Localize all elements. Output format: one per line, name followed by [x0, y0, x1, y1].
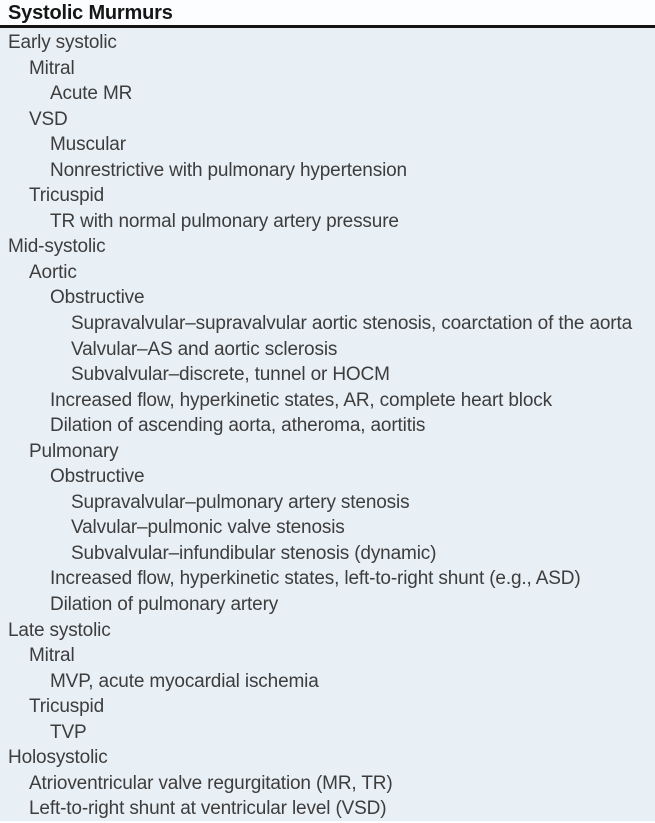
list-item: Nonrestrictive with pulmonary hypertension: [50, 159, 407, 181]
list-item: Tricuspid: [29, 185, 105, 207]
list-item: Valvular–pulmonic valve stenosis: [71, 517, 345, 539]
list-item: Mid-systolic: [8, 236, 106, 258]
list-item: Obstructive: [50, 287, 145, 309]
list-item: Acute MR: [50, 83, 133, 105]
list-item: TVP: [50, 721, 87, 743]
list-item: Dilation of ascending aorta, atheroma, aortitis: [50, 415, 426, 437]
list-item: Muscular: [50, 134, 126, 156]
list-item: Mitral: [29, 57, 75, 79]
list-item: Left-to-right shunt at ventricular level (VSD): [29, 798, 387, 820]
list-item: Valvular–AS and aortic sclerosis: [71, 338, 338, 360]
table-header: [0, 0, 655, 28]
list-item: Dilation of pulmonary artery: [50, 594, 279, 616]
list-item: VSD: [29, 108, 68, 130]
list-item: Supravalvular–pulmonary artery stenosis: [71, 491, 410, 513]
list-item: TR with normal pulmonary artery pressure: [50, 210, 399, 232]
list-item: Subvalvular–infundibular stenosis (dynamic): [71, 542, 437, 564]
table-title: Systolic Murmurs: [8, 2, 173, 24]
list-item: Obstructive: [50, 466, 145, 488]
list-item: Early systolic: [8, 32, 117, 53]
list-item: Holosystolic: [8, 747, 108, 769]
list-item: Subvalvular–discrete, tunnel or HOCM: [71, 364, 390, 386]
list-item: Mitral: [29, 645, 75, 667]
list-item: Tricuspid: [29, 696, 105, 718]
list-item: Increased flow, hyperkinetic states, left-to-right shunt (e.g., ASD): [50, 568, 581, 590]
list-item: Aortic: [29, 261, 77, 283]
list-item: Atrioventricular valve regurgitation (MR, TR): [29, 772, 393, 794]
list-item: Late systolic: [8, 619, 111, 641]
list-item: Pulmonary: [29, 440, 119, 462]
murmur-list: [0, 28, 655, 821]
list-item: MVP, acute myocardial ischemia: [50, 670, 319, 692]
list-item: Supravalvular–supravalvular aortic stenosis, coarctation of the aorta: [71, 313, 633, 335]
list-item: Increased flow, hyperkinetic states, AR, complete heart block: [50, 389, 552, 411]
